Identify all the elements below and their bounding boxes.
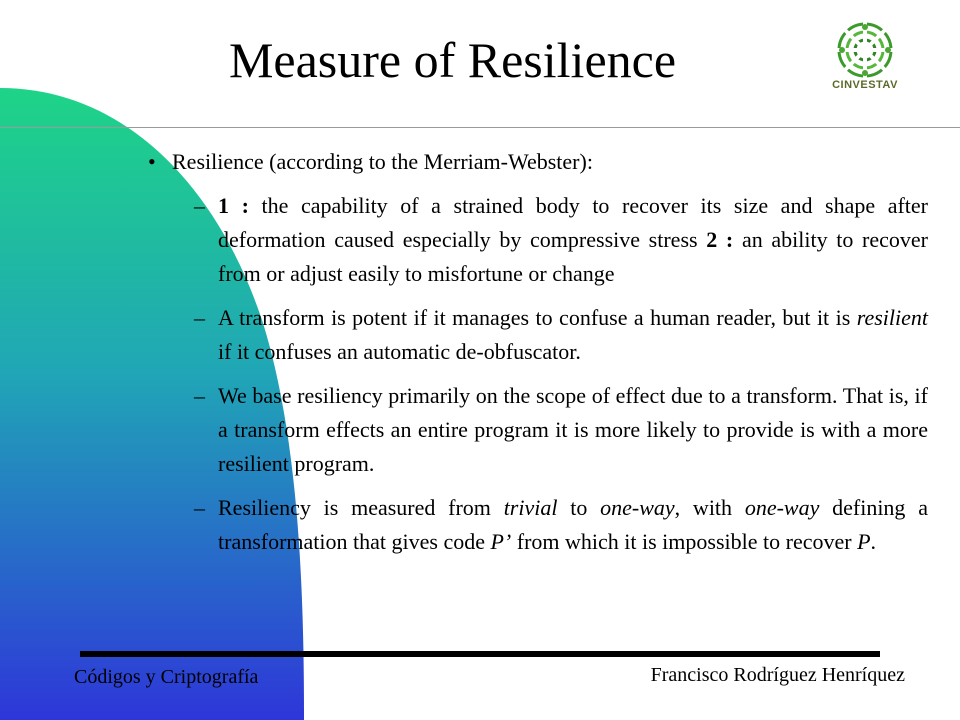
measure-p: P <box>857 529 871 554</box>
subpoint-scope <box>148 379 928 481</box>
potent-text-a: A transform is potent if it manages to confuse a human reader, but it is <box>218 305 857 330</box>
measure-p-prime: P’ <box>490 529 512 554</box>
subpoint-potent <box>148 301 928 369</box>
definition-number-2: 2 : <box>706 227 734 252</box>
bullet-mark: • <box>148 149 156 174</box>
measure-text-b: to <box>557 495 601 520</box>
measure-text-f: . <box>870 529 877 554</box>
bullet-text: Resilience (according to the Merriam-Webster): <box>172 149 593 174</box>
definition-text-2: an ability to recover from or adjust easily to misfortune or change <box>218 227 929 286</box>
subpoint-definitions <box>148 189 928 291</box>
dash-mark: – <box>194 193 205 218</box>
dash-mark: – <box>194 495 205 520</box>
logo-text: CINVESTAV <box>832 79 898 91</box>
scope-text: We base resiliency primarily on the scope of effect due to a transform. That is, if a transform effects an entire program it is more likely to provide is with a more resilient program. <box>218 383 928 476</box>
definition-text-1: the capability of a strained body to recover its size and shape after deformation caused especially by compressive stress <box>218 193 928 252</box>
measure-text-c: , with <box>674 495 745 520</box>
potent-text-b: if it confuses an automatic de-obfuscator. <box>218 339 581 364</box>
subpoint-measure <box>148 491 928 559</box>
slide-body <box>148 145 928 569</box>
footer-course: Códigos y Criptografía <box>74 666 259 688</box>
measure-text-d: defining a transformation that gives code <box>218 495 928 554</box>
footer-bar <box>80 651 880 657</box>
title-divider <box>0 127 960 128</box>
measure-text-a: Resiliency is measured from <box>218 495 504 520</box>
potent-resilient: resilient <box>856 305 928 330</box>
bullet-item <box>148 145 928 179</box>
measure-oneway-1: one-way <box>600 495 675 520</box>
measure-oneway-2: one-way <box>744 495 820 520</box>
footer-author: Francisco Rodríguez Henríquez <box>650 664 905 686</box>
definition-number-1: 1 : <box>218 193 249 218</box>
dash-mark: – <box>194 305 205 330</box>
dash-mark: – <box>194 383 205 408</box>
slide-title: Measure of Resilience <box>228 32 677 88</box>
measure-text-e: from which it is impossible to recover <box>511 529 858 554</box>
measure-trivial: trivial <box>503 495 558 520</box>
